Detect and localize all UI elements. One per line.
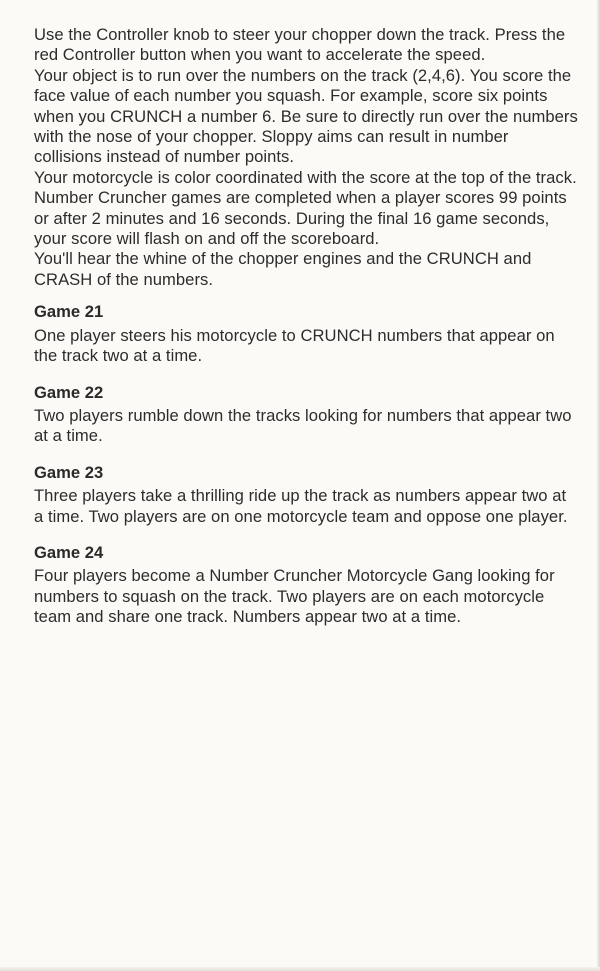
game-section-22 xyxy=(34,383,580,447)
intro-paragraph-scoring: Your motorcycle is color coordinated with the score at the top of the track. Number Cruncher games are completed when a player scores 99 points or after 2 minutes and 16 seconds. During the final 16 game seconds, your score will flash on and off the scoreboard. xyxy=(34,167,577,249)
game-title: Game 22 xyxy=(34,382,104,402)
game-section-21 xyxy=(34,302,580,366)
intro-paragraph-objective: Your object is to run over the numbers on the track (2,4,6). You score the face value of each number you squash. For example, score six points when you CRUNCH a number 6. Be sure to directly run over the numbers with the nose of your chopper. Sloppy aims can result in number collisions instead of number points. xyxy=(34,65,578,167)
game-description: One player steers his motorcycle to CRUNCH numbers that appear on the track two at a time. xyxy=(34,325,555,366)
intro-paragraph-sounds: You'll hear the whine of the chopper engines and the CRUNCH and CRASH of the numbers. xyxy=(34,249,532,289)
game-section-23 xyxy=(34,463,580,527)
game-title: Game 23 xyxy=(34,462,104,482)
intro-paragraph-controls: Use the Controller knob to steer your chopper down the track. Press the red Controller button when you want to accelerate the speed. xyxy=(34,25,566,65)
game-title: Game 24 xyxy=(34,542,104,562)
game-description: Three players take a thrilling ride up the track as numbers appear two at a time. Two players are on one motorcycle team and oppose one player. xyxy=(34,486,568,526)
game-description: Two players rumble down the tracks looking for numbers that appear two at a time. xyxy=(34,405,572,446)
game-section-24 xyxy=(34,543,580,628)
game-description: Four players become a Number Cruncher Motorcycle Gang looking for numbers to squash on the track. Two players are on each motorcycle team and share one track. Numbers appear two at a time. xyxy=(34,566,555,627)
page-edge-bottom xyxy=(0,967,600,971)
game-title: Game 21 xyxy=(34,302,104,322)
